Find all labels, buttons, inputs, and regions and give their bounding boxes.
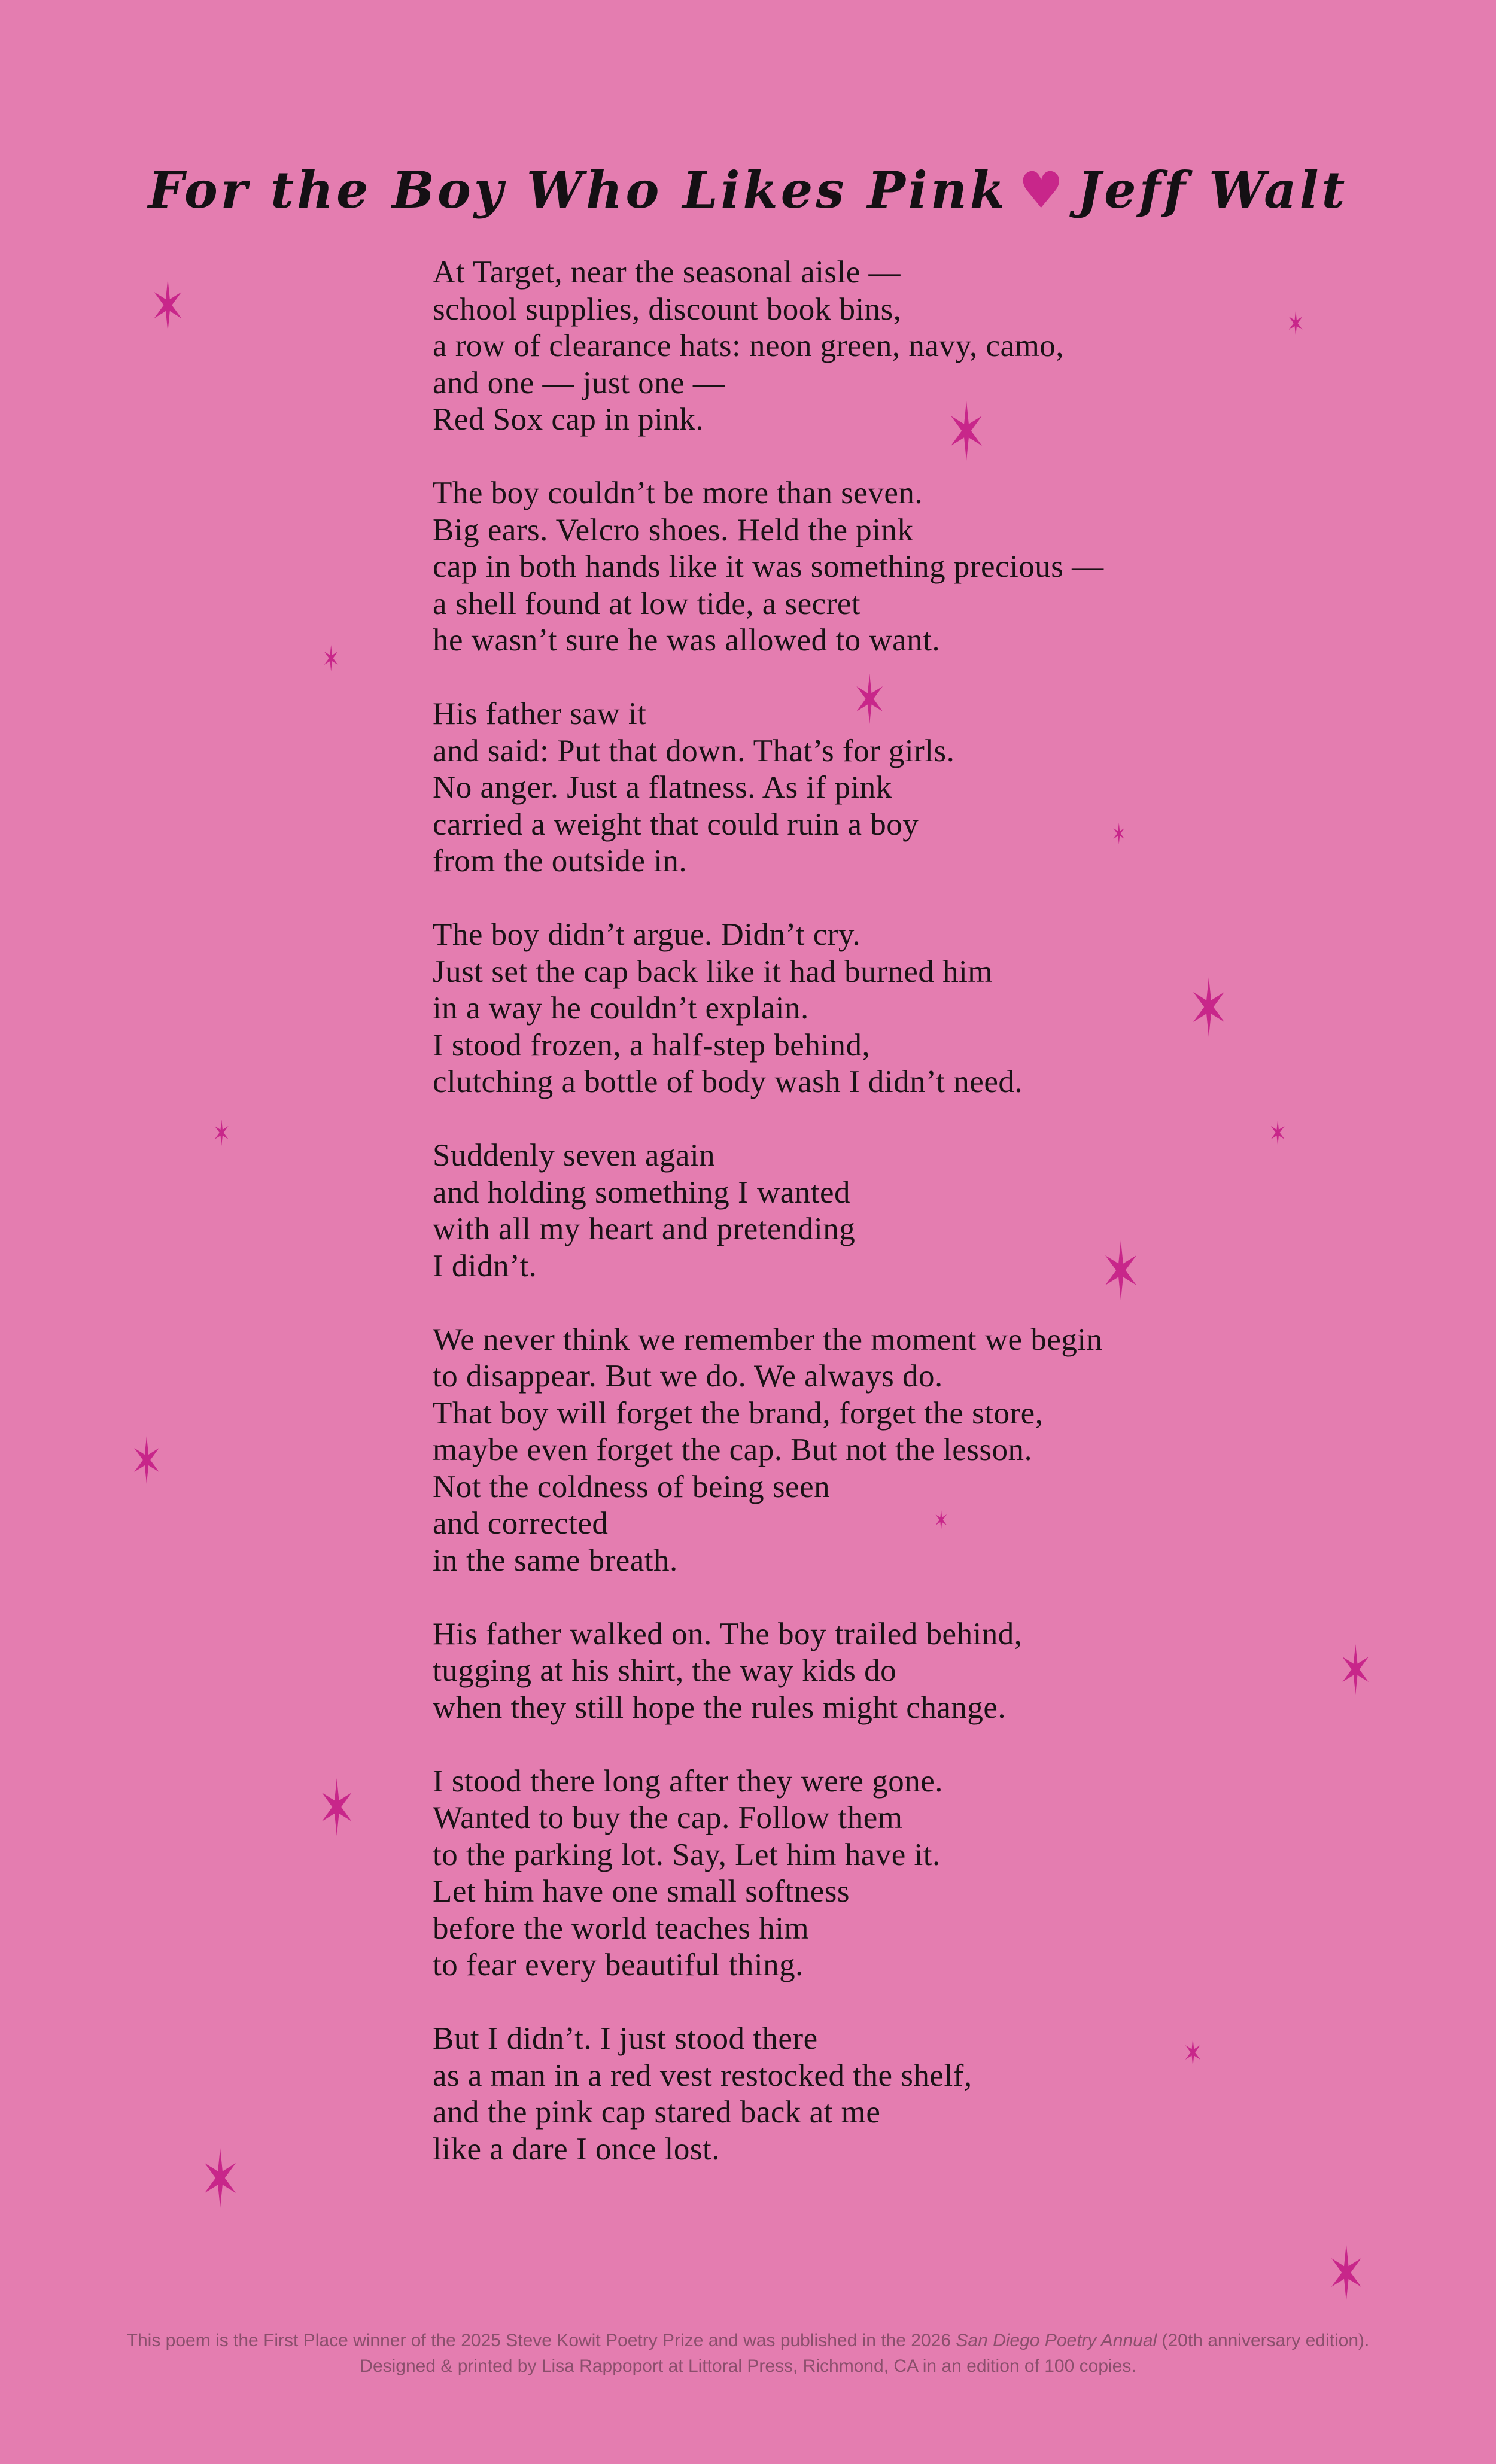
six-point-star-icon — [1270, 1120, 1285, 1146]
poem-author: Jeff Walt — [1077, 160, 1348, 220]
stanza — [433, 254, 1330, 439]
poem-line: from the outside in. — [433, 844, 688, 878]
poem-line: Red Sox cap in pink. — [433, 402, 704, 437]
poem-line: with all my heart and pretending — [433, 1212, 856, 1246]
poem-line: before the world teaches him — [433, 1911, 810, 1946]
poem-line: as a man in a red vest restocked the shelf, — [433, 2058, 972, 2093]
colophon-text: (20th anniversary edition). — [1157, 2331, 1370, 2350]
stanza — [433, 1322, 1330, 1580]
poem-line: The boy couldn’t be more than seven. — [433, 476, 923, 510]
poem-line: like a dare I once lost. — [433, 2131, 720, 2167]
stanza — [433, 1763, 1330, 1984]
six-point-star-icon — [320, 1778, 354, 1836]
six-point-star-icon — [323, 645, 339, 671]
poem-line: Big ears. Velcro shoes. Held the pink — [433, 512, 914, 547]
poem-line: when they still hope the rules might change. — [433, 1690, 1007, 1725]
six-point-star-icon — [1191, 977, 1227, 1037]
poem-line: Just set the cap back like it had burned him — [433, 954, 993, 989]
six-point-star-icon — [152, 279, 184, 331]
poem-line: cap in both hands like it was something precious — — [433, 549, 1104, 584]
poem-line: His father saw it — [433, 696, 647, 731]
poem-line: to the parking lot. Say, Let him have it. — [433, 1837, 941, 1872]
poem-line: I stood frozen, a half-step behind, — [433, 1027, 871, 1063]
six-point-star-icon — [1184, 2038, 1202, 2067]
poem-line: in a way he couldn’t explain. — [433, 991, 809, 1026]
publication-name: San Diego Poetry Annual — [956, 2331, 1157, 2350]
poem-line: Not the coldness of being seen — [433, 1469, 831, 1504]
six-point-star-icon — [948, 401, 984, 461]
six-point-star-icon — [202, 2148, 238, 2208]
poem-line: His father walked on. The boy trailed behind, — [433, 1616, 1023, 1651]
poem-line: Wanted to buy the cap. Follow them — [433, 1800, 903, 1835]
six-point-star-icon — [935, 1509, 948, 1531]
six-point-star-icon — [855, 674, 884, 724]
poem-line: and one — just one — — [433, 365, 725, 400]
poem-line: clutching a bottle of body wash I didn’t need. — [433, 1064, 1023, 1099]
six-point-star-icon — [1103, 1240, 1139, 1300]
colophon-text: This poem is the First Place winner of the 2025 Steve Kowit Poetry Prize and was published in the 2026 — [126, 2331, 956, 2350]
poem-line: and holding something I wanted — [433, 1175, 850, 1210]
poem-line: he wasn’t sure he was allowed to want. — [433, 623, 941, 658]
poem-line: We never think we remember the moment we begin — [433, 1322, 1103, 1357]
poem-line: and the pink cap stared back at me — [433, 2095, 881, 2130]
heart-icon: ♥ — [1018, 160, 1067, 220]
poem-line: and corrected — [433, 1506, 609, 1541]
stanza — [433, 1137, 1330, 1285]
poem-line: carried a weight that could ruin a boy — [433, 807, 919, 842]
six-point-star-icon — [1112, 823, 1126, 844]
poem-line: That boy will forget the brand, forget the store, — [433, 1395, 1044, 1431]
six-point-star-icon — [1329, 2244, 1364, 2301]
poem-line: Let him have one small softness — [433, 1874, 850, 1909]
six-point-star-icon — [1340, 1644, 1370, 1695]
poem-body — [433, 254, 1330, 2205]
six-point-star-icon — [214, 1120, 229, 1146]
poem-line: to fear every beautiful thing. — [433, 1948, 804, 1982]
poem-line: I didn’t. — [433, 1248, 537, 1283]
stanza — [433, 1616, 1330, 1727]
poem-line: No anger. Just a flatness. As if pink — [433, 770, 892, 805]
poem-line: maybe even forget the cap. But not the lesson. — [433, 1432, 1033, 1467]
poem-line: to disappear. But we do. We always do. — [433, 1359, 943, 1394]
poem-title: For the Boy Who Likes Pink — [148, 160, 1008, 220]
poem-line: I stood there long after they were gone. — [433, 1763, 943, 1799]
poem-line: school supplies, discount book bins, — [433, 291, 902, 327]
poem-title-line — [0, 160, 1496, 220]
poem-line: a row of clearance hats: neon green, navy, camo, — [433, 328, 1065, 363]
poem-line: At Target, near the seasonal aisle — — [433, 255, 901, 290]
colophon-line-2: Designed & printed by Lisa Rappoport at Littoral Press, Richmond, CA in an edition of 100 copies. — [360, 2356, 1136, 2376]
poem-line: tugging at his shirt, the way kids do — [433, 1653, 897, 1688]
six-point-star-icon — [132, 1436, 161, 1484]
colophon-line-1 — [0, 2331, 1496, 2351]
stanza — [433, 475, 1330, 659]
poem-line: and said: Put that down. That’s for girls. — [433, 733, 955, 768]
six-point-star-icon — [1288, 310, 1303, 336]
poem-line: But I didn’t. I just stood there — [433, 2021, 818, 2056]
poem-line: in the same breath. — [433, 1543, 678, 1578]
poem-line: The boy didn’t argue. Didn’t cry. — [433, 917, 861, 952]
poem-line: a shell found at low tide, a secret — [433, 586, 861, 621]
poem-line: Suddenly seven again — [433, 1138, 716, 1173]
